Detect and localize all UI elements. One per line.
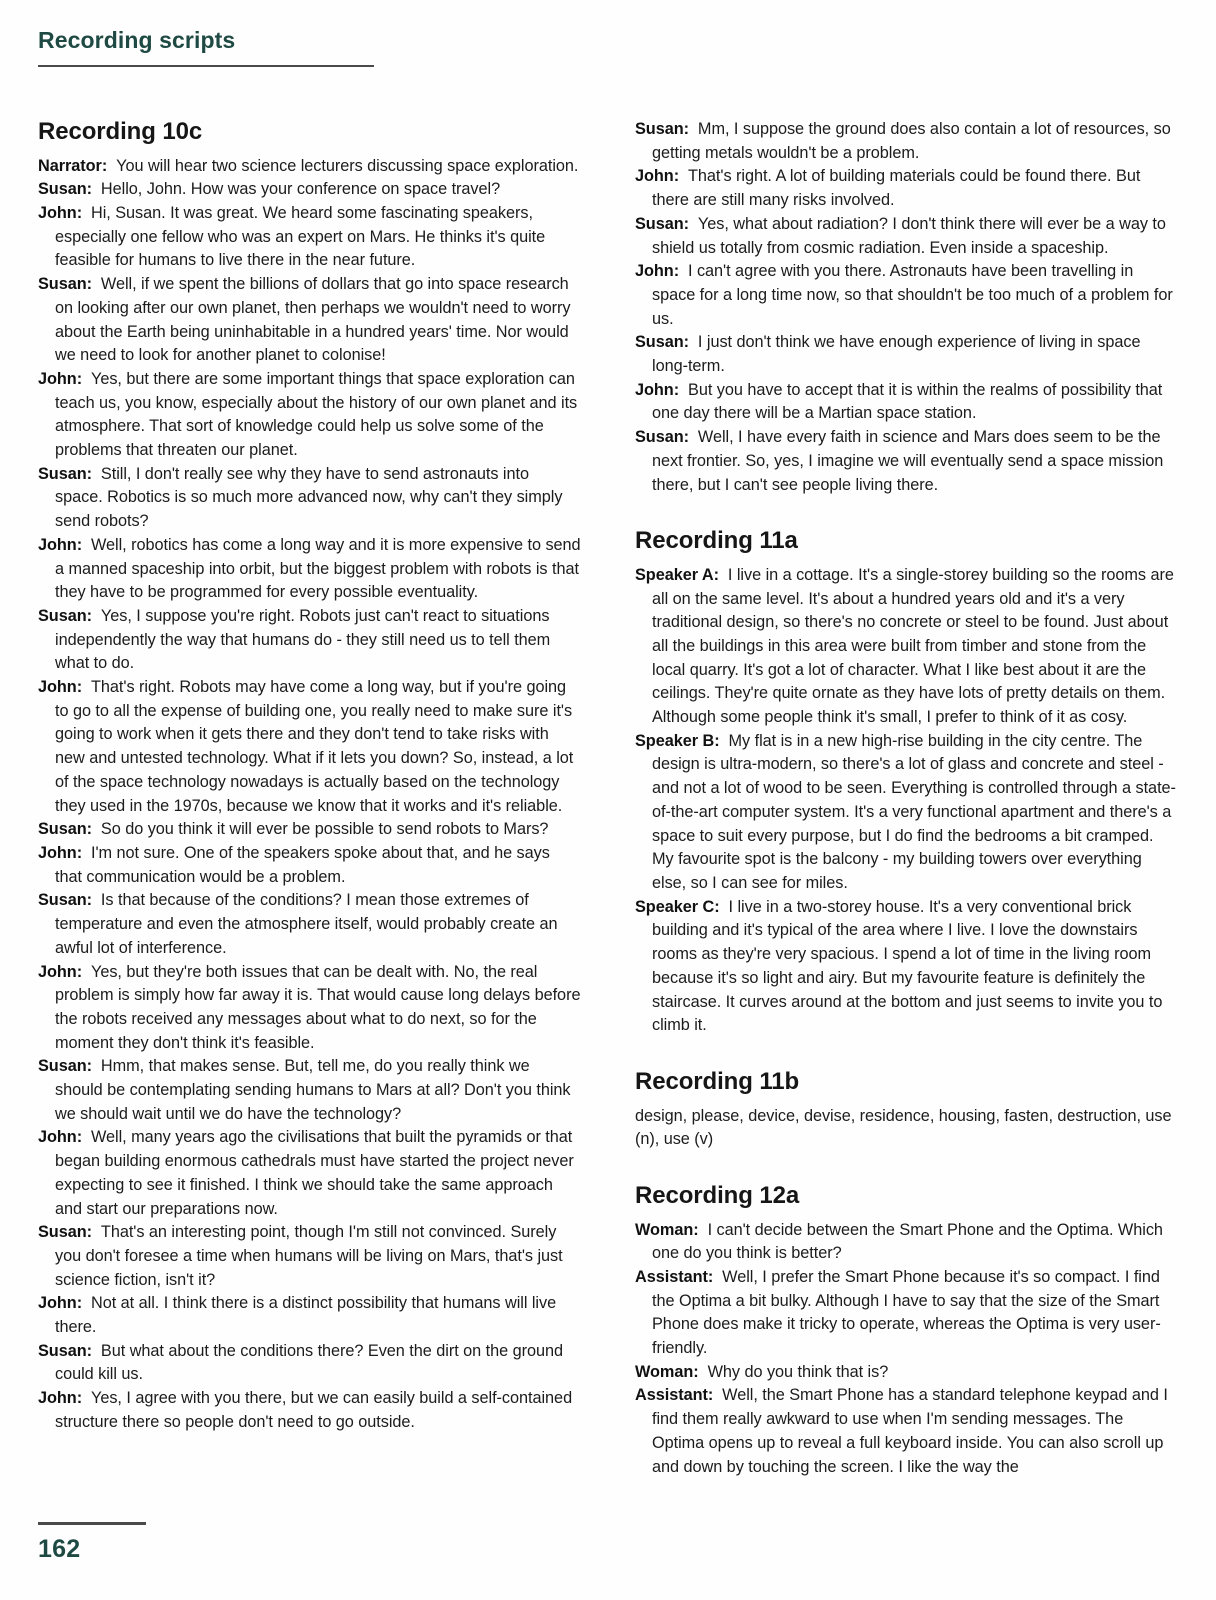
running-head-title: Recording scripts — [38, 27, 236, 53]
speaker-utterance: I'm not sure. One of the speakers spoke about that, and he says that communication would be a problem. — [55, 843, 550, 886]
dialogue-turn — [635, 1219, 1178, 1266]
dialogue-turn — [635, 379, 1178, 426]
dialogue-turn — [635, 730, 1178, 896]
dialogue-turn — [635, 1384, 1178, 1479]
speaker-label: John: — [635, 262, 680, 281]
wordlist-recording-11b: design, please, device, devise, residence, housing, fasten, destruction, use (n), use (v) — [635, 1106, 1172, 1149]
dialogue-turn — [38, 463, 581, 534]
speaker-utterance: Well, robotics has come a long way and it is more expensive to send a manned spaceship into orbit, but the biggest problem with robots is that they have to be programmed for every possible eventuality. — [55, 535, 581, 602]
speaker-label: Susan: — [38, 275, 92, 294]
dialogue-turn — [38, 1340, 581, 1387]
speaker-utterance: Still, I don't really see why they have to send astronauts into space. Robotics is so much more advanced now, why can't they simply send robots? — [55, 464, 563, 531]
page-number: 162 — [38, 1535, 81, 1563]
running-head-rule — [38, 65, 374, 67]
folio-rule — [38, 1522, 146, 1525]
speaker-utterance: I can't agree with you there. Astronauts have been travelling in space for a long time now, so that shouldn't be too much of a problem for us. — [652, 262, 1173, 328]
page-footer — [38, 1522, 258, 1562]
dialogue-turn — [38, 889, 581, 960]
speaker-utterance: You will hear two science lecturers discussing space exploration. — [107, 156, 579, 175]
speaker-utterance: Why do you think that is? — [698, 1362, 889, 1381]
speaker-label: Susan: — [635, 120, 689, 138]
speaker-label: Susan: — [38, 1057, 92, 1076]
dialogue-turn — [38, 1126, 581, 1221]
speaker-label: John: — [38, 1294, 83, 1313]
dialogue-turn — [38, 818, 581, 842]
speaker-utterance: That's right. Robots may have come a long way, but if you're going to go to all the expense of building one, you really need to make sure it's going to work when it gets there and they don't tend to take risks with new and untested technology. What if it lets you down? So, instead, a lot of the space technology nowadays is actually based on the technology they used in the 1970s, because we know that it works and it's reliable. — [55, 678, 574, 815]
section-heading-recording-10c: Recording 10c — [38, 118, 203, 145]
dialogue-turn — [38, 1055, 581, 1126]
speaker-utterance: I can't decide between the Smart Phone and the Optima. Which one do you think is better? — [652, 1220, 1163, 1263]
dialogue-turn — [38, 178, 581, 202]
speaker-label: Susan: — [38, 1341, 92, 1360]
speaker-label: Speaker B: — [635, 731, 720, 750]
speaker-label: Woman: — [635, 1220, 699, 1239]
speaker-utterance: That's an interesting point, though I'm still not convinced. Surely you don't foresee a time when humans will be living on Mars, that's just science fiction, isn't it? — [55, 1223, 563, 1289]
speaker-label: Susan: — [38, 180, 92, 199]
speaker-utterance: Yes, I agree with you there, but we can easily build a self-contained structure there so people don't need to go outside. — [55, 1389, 573, 1431]
speaker-label: John: — [38, 369, 83, 388]
speaker-label: John: — [38, 962, 83, 981]
speaker-utterance: Not at all. I think there is a distinct possibility that humans will live there. — [55, 1294, 557, 1337]
speaker-utterance: Yes, but there are some important things that space exploration can teach us, you know, especially about the history of our own planet and its atmosphere. That sort of knowledge could help us solve some of the problems that threaten our planet. — [55, 369, 578, 460]
dialogue-turn — [635, 1266, 1178, 1361]
speaker-label: John: — [38, 204, 83, 222]
dialogue-turn — [38, 202, 581, 273]
right-column — [635, 118, 1178, 1479]
dialogue-turn — [38, 676, 581, 818]
speaker-label: Susan: — [38, 464, 92, 483]
dialogue-turn — [38, 1292, 581, 1339]
speaker-utterance: That's right. A lot of building materials could be found there. But there are still many risks involved. — [652, 167, 1141, 210]
speaker-utterance: Well, if we spent the billions of dollars that go into space research on looking after our own planet, then perhaps we wouldn't need to worry about the Earth being uninhabitable in a hundred years' time. Nor would we need to look for another planet to colonise! — [55, 275, 571, 365]
speaker-utterance: Well, I have every faith in science and Mars does seem to be the next frontier. So, yes, I imagine we will eventually send a space mission there, but I can't see people living there. — [652, 428, 1164, 494]
speaker-utterance: Well, many years ago the civilisations that built the pyramids or that began building enormous cathedrals must have started the project never expecting to see it finished. I think we should take the same approach and start our preparations now. — [55, 1128, 574, 1218]
dialogue-turn — [38, 368, 581, 463]
section-heading-recording-12a: Recording 12a — [635, 1181, 800, 1209]
dialogue-turn — [38, 961, 581, 1056]
speaker-label: Susan: — [635, 333, 689, 352]
dialogue-turn — [38, 1387, 581, 1434]
speaker-label: Speaker A: — [635, 565, 719, 584]
dialogue-turn — [635, 118, 1178, 165]
speaker-label: John: — [635, 167, 680, 186]
speaker-label: Assistant: — [635, 1267, 714, 1286]
section-heading-recording-11b: Recording 11b — [635, 1067, 800, 1095]
dialogue-turn — [635, 165, 1178, 212]
dialogue-turn — [38, 1221, 581, 1292]
dialogue-list-recording-10c-continued — [635, 118, 1178, 497]
speaker-label: John: — [38, 678, 83, 697]
speaker-label: Woman: — [635, 1362, 699, 1381]
speaker-utterance: Well, I prefer the Smart Phone because it's so compact. I find the Optima a bit bulky. Although I have to say that the size of the Smart Phone does make it tricky to operate, whereas the Optima is very user-friendly. — [652, 1267, 1161, 1358]
speaker-utterance: Hello, John. How was your conference on space travel? — [91, 180, 501, 199]
dialogue-turn — [635, 331, 1178, 378]
speaker-utterance: Yes, but they're both issues that can be dealt with. No, the real problem is simply how far away it is. That would cause long delays before the robots received any messages about what to do next, so for the moment they don't think it's feasible. — [55, 962, 581, 1052]
speaker-label: Narrator: — [38, 156, 108, 175]
dialogue-turn — [635, 426, 1178, 497]
dialogue-turn — [635, 564, 1178, 730]
speaker-label: Susan: — [635, 214, 689, 233]
left-column — [38, 118, 581, 1479]
dialogue-turn — [38, 155, 581, 179]
running-head — [38, 28, 438, 67]
speaker-utterance: Well, the Smart Phone has a standard telephone keypad and I find them really awkward to use when I'm sending messages. The Optima opens up to reveal a full keyboard inside. You can also scroll up and down by touching the screen. I like the way the — [652, 1386, 1168, 1476]
dialogue-turn — [38, 605, 581, 676]
dialogue-turn — [38, 842, 581, 889]
speaker-utterance: I just don't think we have enough experience of living in space long-term. — [652, 333, 1141, 376]
speaker-label: Susan: — [635, 428, 689, 447]
speaker-label: Susan: — [38, 606, 92, 625]
speaker-utterance: I live in a two-storey house. It's a very conventional brick building and it's typical of the area where I live. I love the downstairs rooms as they're very spacious. I spend a lot of time in the living room because it's so light and airy. But my favourite feature is definitely the staircase. It curves around at the bottom and just seems to invite you to climb it. — [652, 897, 1163, 1035]
speaker-utterance: Hmm, that makes sense. But, tell me, do you really think we should be contemplating sending humans to Mars at all? Don't you think we should wait until we do have the technology? — [55, 1057, 571, 1123]
speaker-utterance: Hi, Susan. It was great. We heard some fascinating speakers, especially one fellow who was an expert on Mars. He thinks it's quite feasible for humans to live there in the near future. — [55, 204, 546, 270]
dialogue-turn — [635, 896, 1178, 1038]
dialogue-turn — [635, 1361, 1178, 1385]
speaker-utterance: But you have to accept that it is within the realms of possibility that one day there will be a Martian space station. — [652, 380, 1163, 423]
speaker-utterance: But what about the conditions there? Even the dirt on the ground could kill us. — [55, 1341, 563, 1384]
speaker-utterance: I live in a cottage. It's a single-storey building so the rooms are all on the same level. It's about a hundred years old and it's a very traditional design, so there's no concrete or steel to be found. Just about all the buildings in this area were built from timber and stone from the local quarry. It's got a lot of character. What I like best about it are the ceilings. They're quite ornate as they have lots of pretty details on them. Although some people think it's small, I prefer to think of it as cosy. — [652, 565, 1174, 727]
speaker-utterance: Yes, what about radiation? I don't think there will ever be a way to shield us totally from cosmic radiation. Even inside a spaceship. — [652, 214, 1166, 257]
dialogue-list-recording-10c — [38, 155, 581, 1435]
speaker-label: John: — [38, 1389, 83, 1408]
speaker-label: John: — [635, 380, 680, 399]
speaker-label: Susan: — [38, 1223, 92, 1242]
section-heading-recording-11a: Recording 11a — [635, 527, 798, 555]
speaker-label: Susan: — [38, 891, 92, 910]
speaker-label: Speaker C: — [635, 897, 720, 916]
speaker-label: Susan: — [38, 820, 92, 839]
dialogue-turn — [635, 260, 1178, 331]
speaker-utterance: Mm, I suppose the ground does also contain a lot of resources, so getting metals wouldn't be a problem. — [652, 120, 1171, 162]
dialogue-list-recording-12a — [635, 1219, 1178, 1480]
speaker-label: Assistant: — [635, 1386, 714, 1405]
dialogue-turn — [635, 213, 1178, 260]
speaker-label: John: — [38, 843, 83, 862]
speaker-label: John: — [38, 1128, 83, 1147]
speaker-utterance: So do you think it will ever be possible to send robots to Mars? — [91, 820, 549, 839]
speaker-utterance: Is that because of the conditions? I mean those extremes of temperature and even the atmosphere itself, would probably create an awful lot of interference. — [55, 891, 558, 957]
speaker-utterance: Yes, I suppose you're right. Robots just can't react to situations independently the way that humans do - they still need us to tell them what to do. — [55, 606, 551, 673]
dialogue-turn — [38, 534, 581, 605]
page-columns — [38, 118, 1178, 1479]
dialogue-list-recording-11a — [635, 564, 1178, 1038]
speaker-label: John: — [38, 535, 83, 554]
speaker-utterance: My flat is in a new high-rise building in the city centre. The design is ultra-modern, so there's a lot of glass and concrete and steel - and not a lot of wood to be seen. Everything is controlled through a state-of-the-art computer system. It's a very functional apartment and there's a space to suit every purpose, but I do find the bedrooms a bit cramped. My favourite spot is the balcony - my building towers over everything else, so I can see for miles. — [652, 731, 1176, 892]
dialogue-turn — [38, 273, 581, 368]
